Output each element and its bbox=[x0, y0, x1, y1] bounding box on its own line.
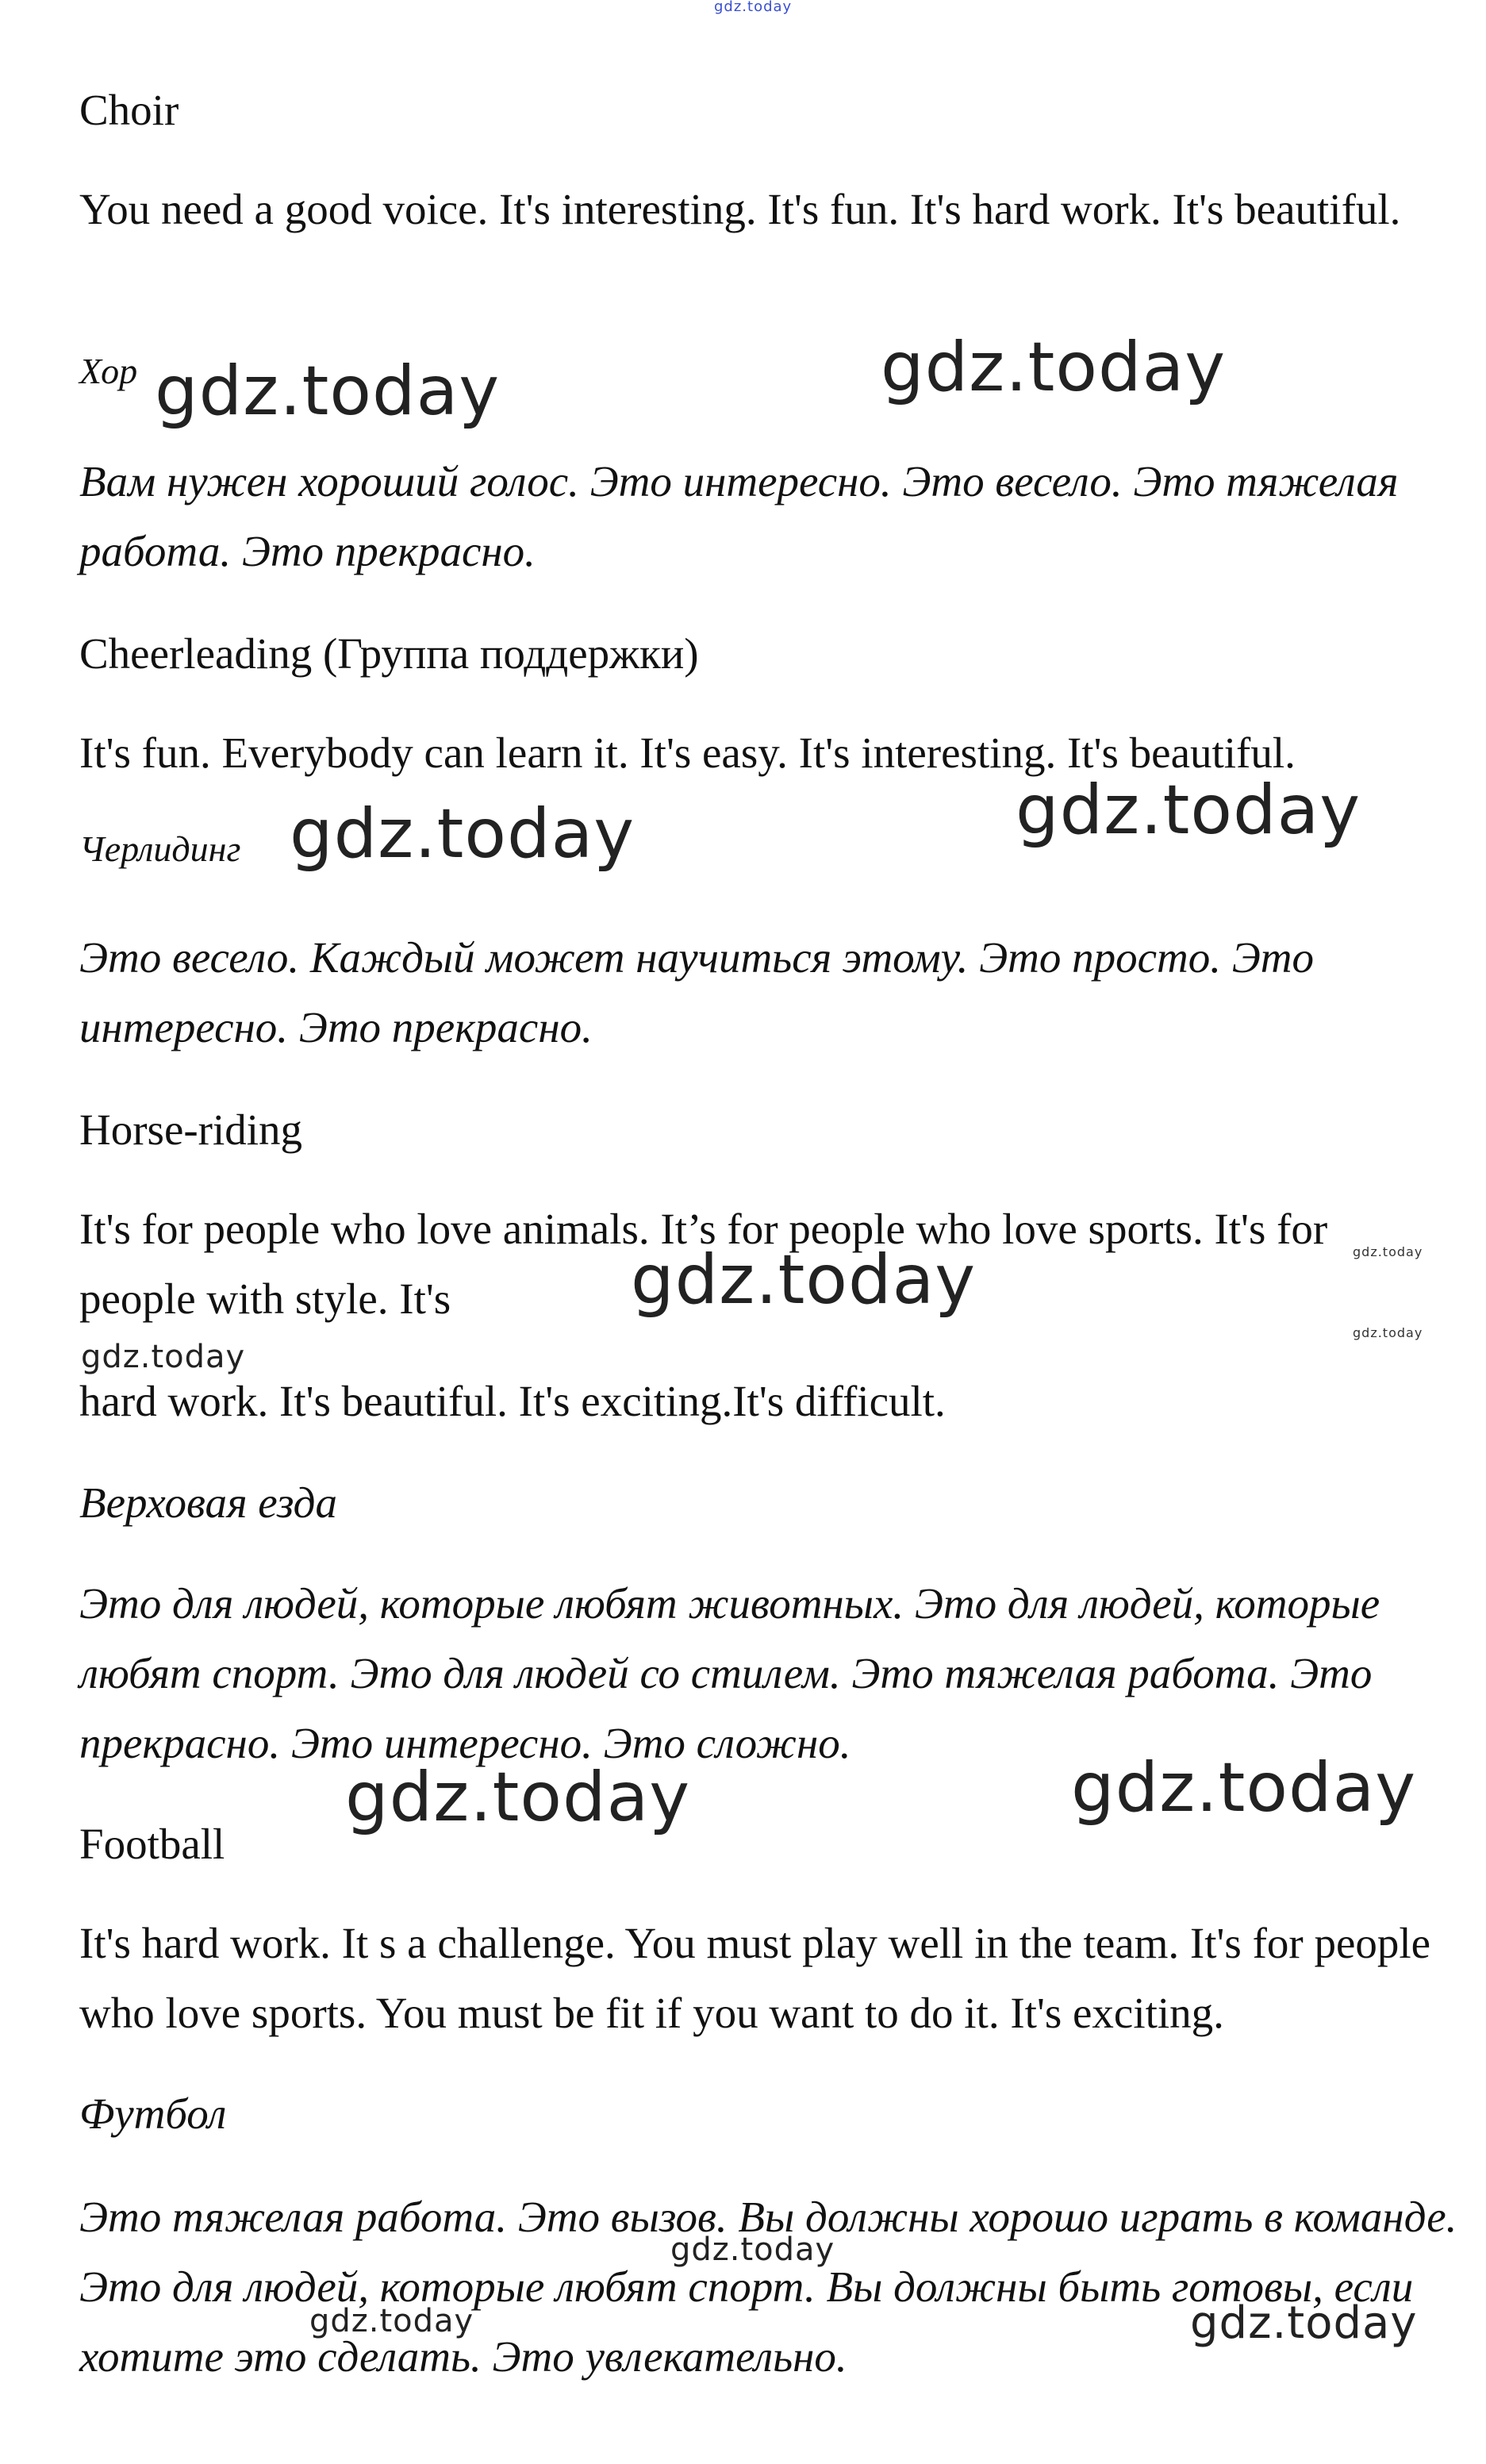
watermark: gdz.today bbox=[670, 2231, 835, 2268]
football-russian-heading: Футбол bbox=[79, 2089, 227, 2138]
choir-russian-heading: Хор bbox=[79, 351, 138, 391]
choir-english-text: You need a good voice. It's interesting. It's fun. It's hard work. It's beautiful. bbox=[79, 185, 1401, 233]
choir-heading: Choir bbox=[79, 86, 179, 134]
horse-riding-english-line-1: It's for people who love animals. It’s for people who love sports. It's for bbox=[79, 1205, 1328, 1253]
cheerleading-russian-heading: Черлидинг bbox=[79, 828, 241, 869]
cheerleading-heading: Cheerleading (Группа поддержки) bbox=[79, 629, 699, 678]
watermark-top: gdz.today bbox=[714, 0, 793, 15]
watermark: gdz.today bbox=[309, 2303, 474, 2339]
watermark: gdz.today bbox=[631, 1240, 977, 1320]
horse-riding-russian-heading: Верховая езда bbox=[79, 1478, 338, 1527]
horse-riding-heading: Horse-riding bbox=[79, 1105, 303, 1154]
cheerleading-english-text: It's fun. Everybody can learn it. It's easy. It's interesting. It's beautiful. bbox=[79, 728, 1296, 777]
watermark: gdz.today bbox=[1071, 1748, 1417, 1828]
watermark: gdz.today bbox=[81, 1339, 246, 1375]
football-russian-text: Это тяжелая работа. Это вызов. Вы должны хорошо играть в команде. Это для людей, которые любят спорт. Вы должны быть готовы, если хотите это сделать. Это увлекательно. bbox=[79, 2193, 1457, 2381]
horse-riding-russian-text: Это для людей, которые любят животных. Это для людей, которые любят спорт. Это для людей со стилем. Это тяжелая работа. Это прекрасно. Это интересно. Это сложно. bbox=[79, 1579, 1380, 1767]
choir-russian-text: Вам нужен хороший голос. Это интересно. Это весело. Это тяжелая работа. Это прекрасно. bbox=[79, 457, 1399, 575]
watermark: gdz.today bbox=[345, 1758, 691, 1837]
football-heading: Football bbox=[79, 1820, 225, 1868]
watermark: gdz.today bbox=[290, 794, 635, 874]
cheerleading-russian-text: Это весело. Каждый может научиться этому. Это просто. Это интересно. Это прекрасно. bbox=[79, 933, 1314, 1051]
watermark: gdz.today bbox=[881, 328, 1227, 407]
horse-riding-english-line-2: people with style. It's bbox=[79, 1274, 451, 1323]
watermark: gdz.today bbox=[1190, 2297, 1418, 2349]
watermark-small: gdz.today bbox=[1353, 1325, 1423, 1340]
watermark: gdz.today bbox=[155, 352, 501, 431]
horse-riding-english-line-3: hard work. It's beautiful. It's exciting.It's difficult. bbox=[79, 1377, 946, 1425]
watermark: gdz.today bbox=[1016, 771, 1361, 850]
football-english-text: It's hard work. It s a challenge. You must play well in the team. It's for people who love sports. You must be fit if you want to do it. It's exciting. bbox=[79, 1919, 1431, 2037]
watermark-small: gdz.today bbox=[1353, 1244, 1423, 1259]
